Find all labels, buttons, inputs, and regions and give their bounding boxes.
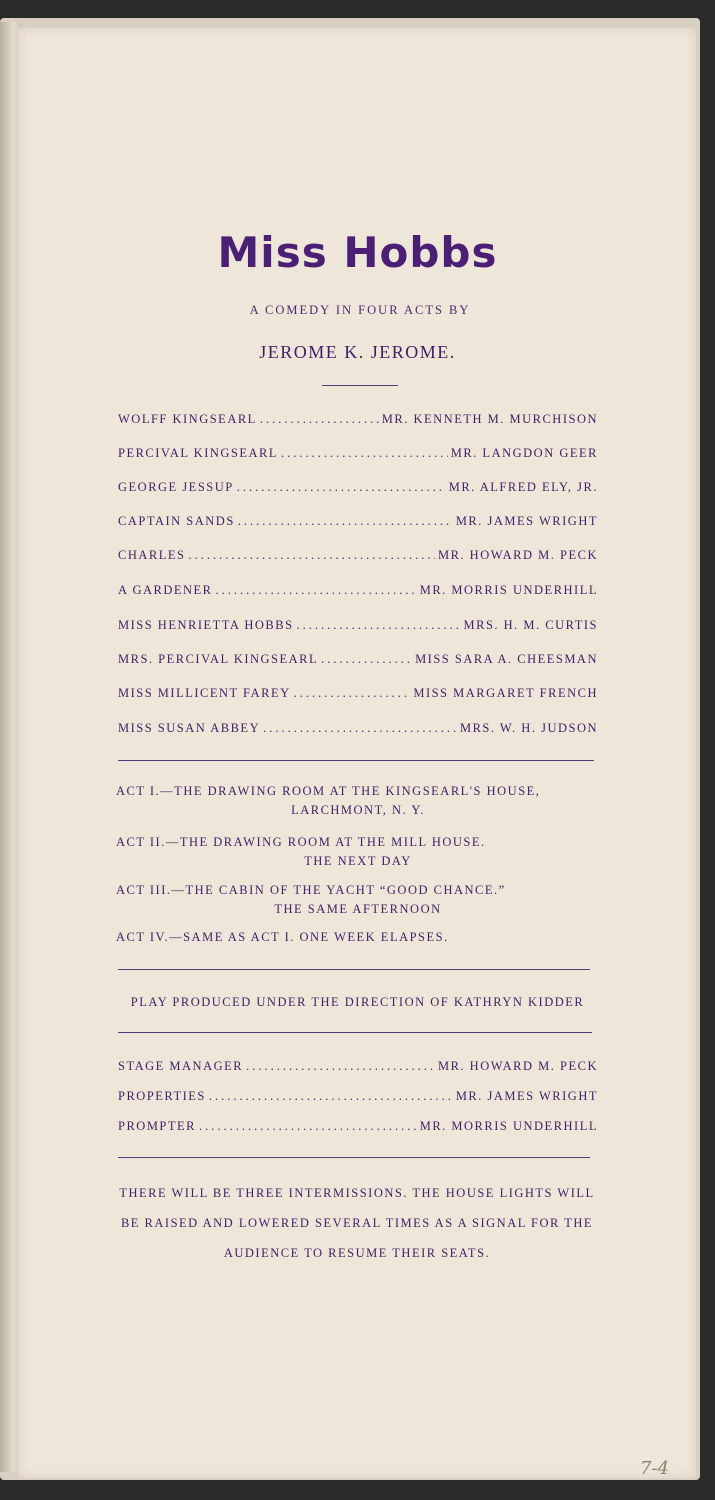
cast-role: GEORGE JESSUP	[118, 480, 234, 494]
cast-role: MISS HENRIETTA HOBBS	[118, 618, 294, 632]
leader-dots	[260, 412, 379, 427]
crew-person: MR. JAMES WRIGHT	[455, 1089, 598, 1103]
crew-person: MR. HOWARD M. PECK	[437, 1059, 598, 1073]
cast-row	[118, 652, 598, 667]
act-description: ACT I.—THE DRAWING ROOM AT THE KINGSEARL'S HOUSE,	[116, 784, 541, 798]
leader-dots	[199, 1119, 417, 1134]
divider	[118, 1157, 590, 1158]
leader-dots	[238, 514, 453, 529]
leader-dots	[188, 548, 435, 563]
cast-role: CAPTAIN SANDS	[118, 514, 235, 528]
divider	[322, 385, 398, 386]
divider	[118, 760, 594, 761]
leader-dots	[294, 686, 411, 701]
cast-role: PERCIVAL KINGSEARL	[118, 446, 278, 460]
divider	[118, 1032, 592, 1033]
play-title: Miss Hobbs	[217, 228, 498, 277]
act-setting: LARCHMONT, N. Y.	[291, 803, 425, 817]
cast-actor: MR. LANGDON GEER	[450, 446, 598, 460]
cast-actor: MRS. H. M. CURTIS	[463, 618, 598, 632]
crew-row	[118, 1089, 598, 1104]
leader-dots	[237, 480, 446, 495]
leader-dots	[209, 1089, 453, 1104]
cast-actor: MRS. W. H. JUDSON	[459, 721, 598, 735]
leader-dots	[321, 652, 412, 667]
cast-actor: MISS SARA A. CHEESMAN	[415, 652, 598, 666]
divider	[118, 969, 590, 970]
act-description: ACT IV.—SAME AS ACT I. ONE WEEK ELAPSES.	[116, 930, 449, 944]
play-subtitle: A COMEDY IN FOUR ACTS BY	[249, 303, 471, 317]
cast-row	[118, 583, 598, 598]
crew-role: PROMPTER	[118, 1119, 196, 1133]
act-entry	[116, 930, 600, 945]
act-setting: THE SAME AFTERNOON	[274, 902, 442, 916]
cast-role: CHARLES	[118, 548, 186, 562]
cast-role: WOLFF KINGSEARL	[118, 412, 257, 426]
cast-actor: MR. JAMES WRIGHT	[455, 514, 598, 528]
crew-person: MR. MORRIS UNDERHILL	[419, 1119, 598, 1133]
pencil-annotation: 7-4	[640, 1458, 669, 1479]
crew-row	[118, 1119, 598, 1134]
leader-dots	[246, 1059, 435, 1074]
play-author: JEROME K. JEROME.	[259, 342, 456, 362]
cast-role: A GARDENER	[118, 583, 213, 597]
cast-role: MRS. PERCIVAL KINGSEARL	[118, 652, 319, 666]
leader-dots	[216, 583, 417, 598]
intermission-note: THERE WILL BE THREE INTERMISSIONS. THE HOUSE LIGHTS WILL BE RAISED AND LOWERED SEVERAL TIMES AS A SIGNAL FOR THE AUDIENCE TO RESUME THEIR SEATS.	[119, 1186, 595, 1260]
cast-row	[118, 480, 598, 495]
cast-actor: MISS MARGARET FRENCH	[413, 686, 598, 700]
cast-row	[118, 412, 598, 427]
act-entry	[116, 784, 600, 818]
cast-row	[118, 548, 598, 563]
cast-actor: MR. ALFRED ELY, JR.	[448, 480, 598, 494]
cast-row	[118, 721, 598, 736]
crew-role: STAGE MANAGER	[118, 1059, 244, 1073]
cast-row	[118, 686, 598, 701]
cast-role: MISS SUSAN ABBEY	[118, 721, 261, 735]
crew-row	[118, 1059, 598, 1074]
act-description: ACT III.—THE CABIN OF THE YACHT “GOOD CHANCE.”	[116, 883, 506, 897]
cast-role: MISS MILLICENT FAREY	[118, 686, 291, 700]
cast-actor: MR. KENNETH M. MURCHISON	[381, 412, 598, 426]
act-entry	[116, 883, 600, 917]
act-setting: THE NEXT DAY	[304, 854, 412, 868]
cast-actor: MR. MORRIS UNDERHILL	[419, 583, 598, 597]
direction-credit: PLAY PRODUCED UNDER THE DIRECTION OF KATHRYN KIDDER	[130, 995, 585, 1009]
act-entry	[116, 835, 600, 869]
cast-actor: MR. HOWARD M. PECK	[437, 548, 598, 562]
leader-dots	[281, 446, 448, 461]
act-description: ACT II.—THE DRAWING ROOM AT THE MILL HOUSE.	[116, 835, 486, 849]
cast-row	[118, 618, 598, 633]
cast-row	[118, 446, 598, 461]
leader-dots	[297, 618, 461, 633]
cast-row	[118, 514, 598, 529]
crew-role: PROPERTIES	[118, 1089, 206, 1103]
leader-dots	[263, 721, 457, 736]
